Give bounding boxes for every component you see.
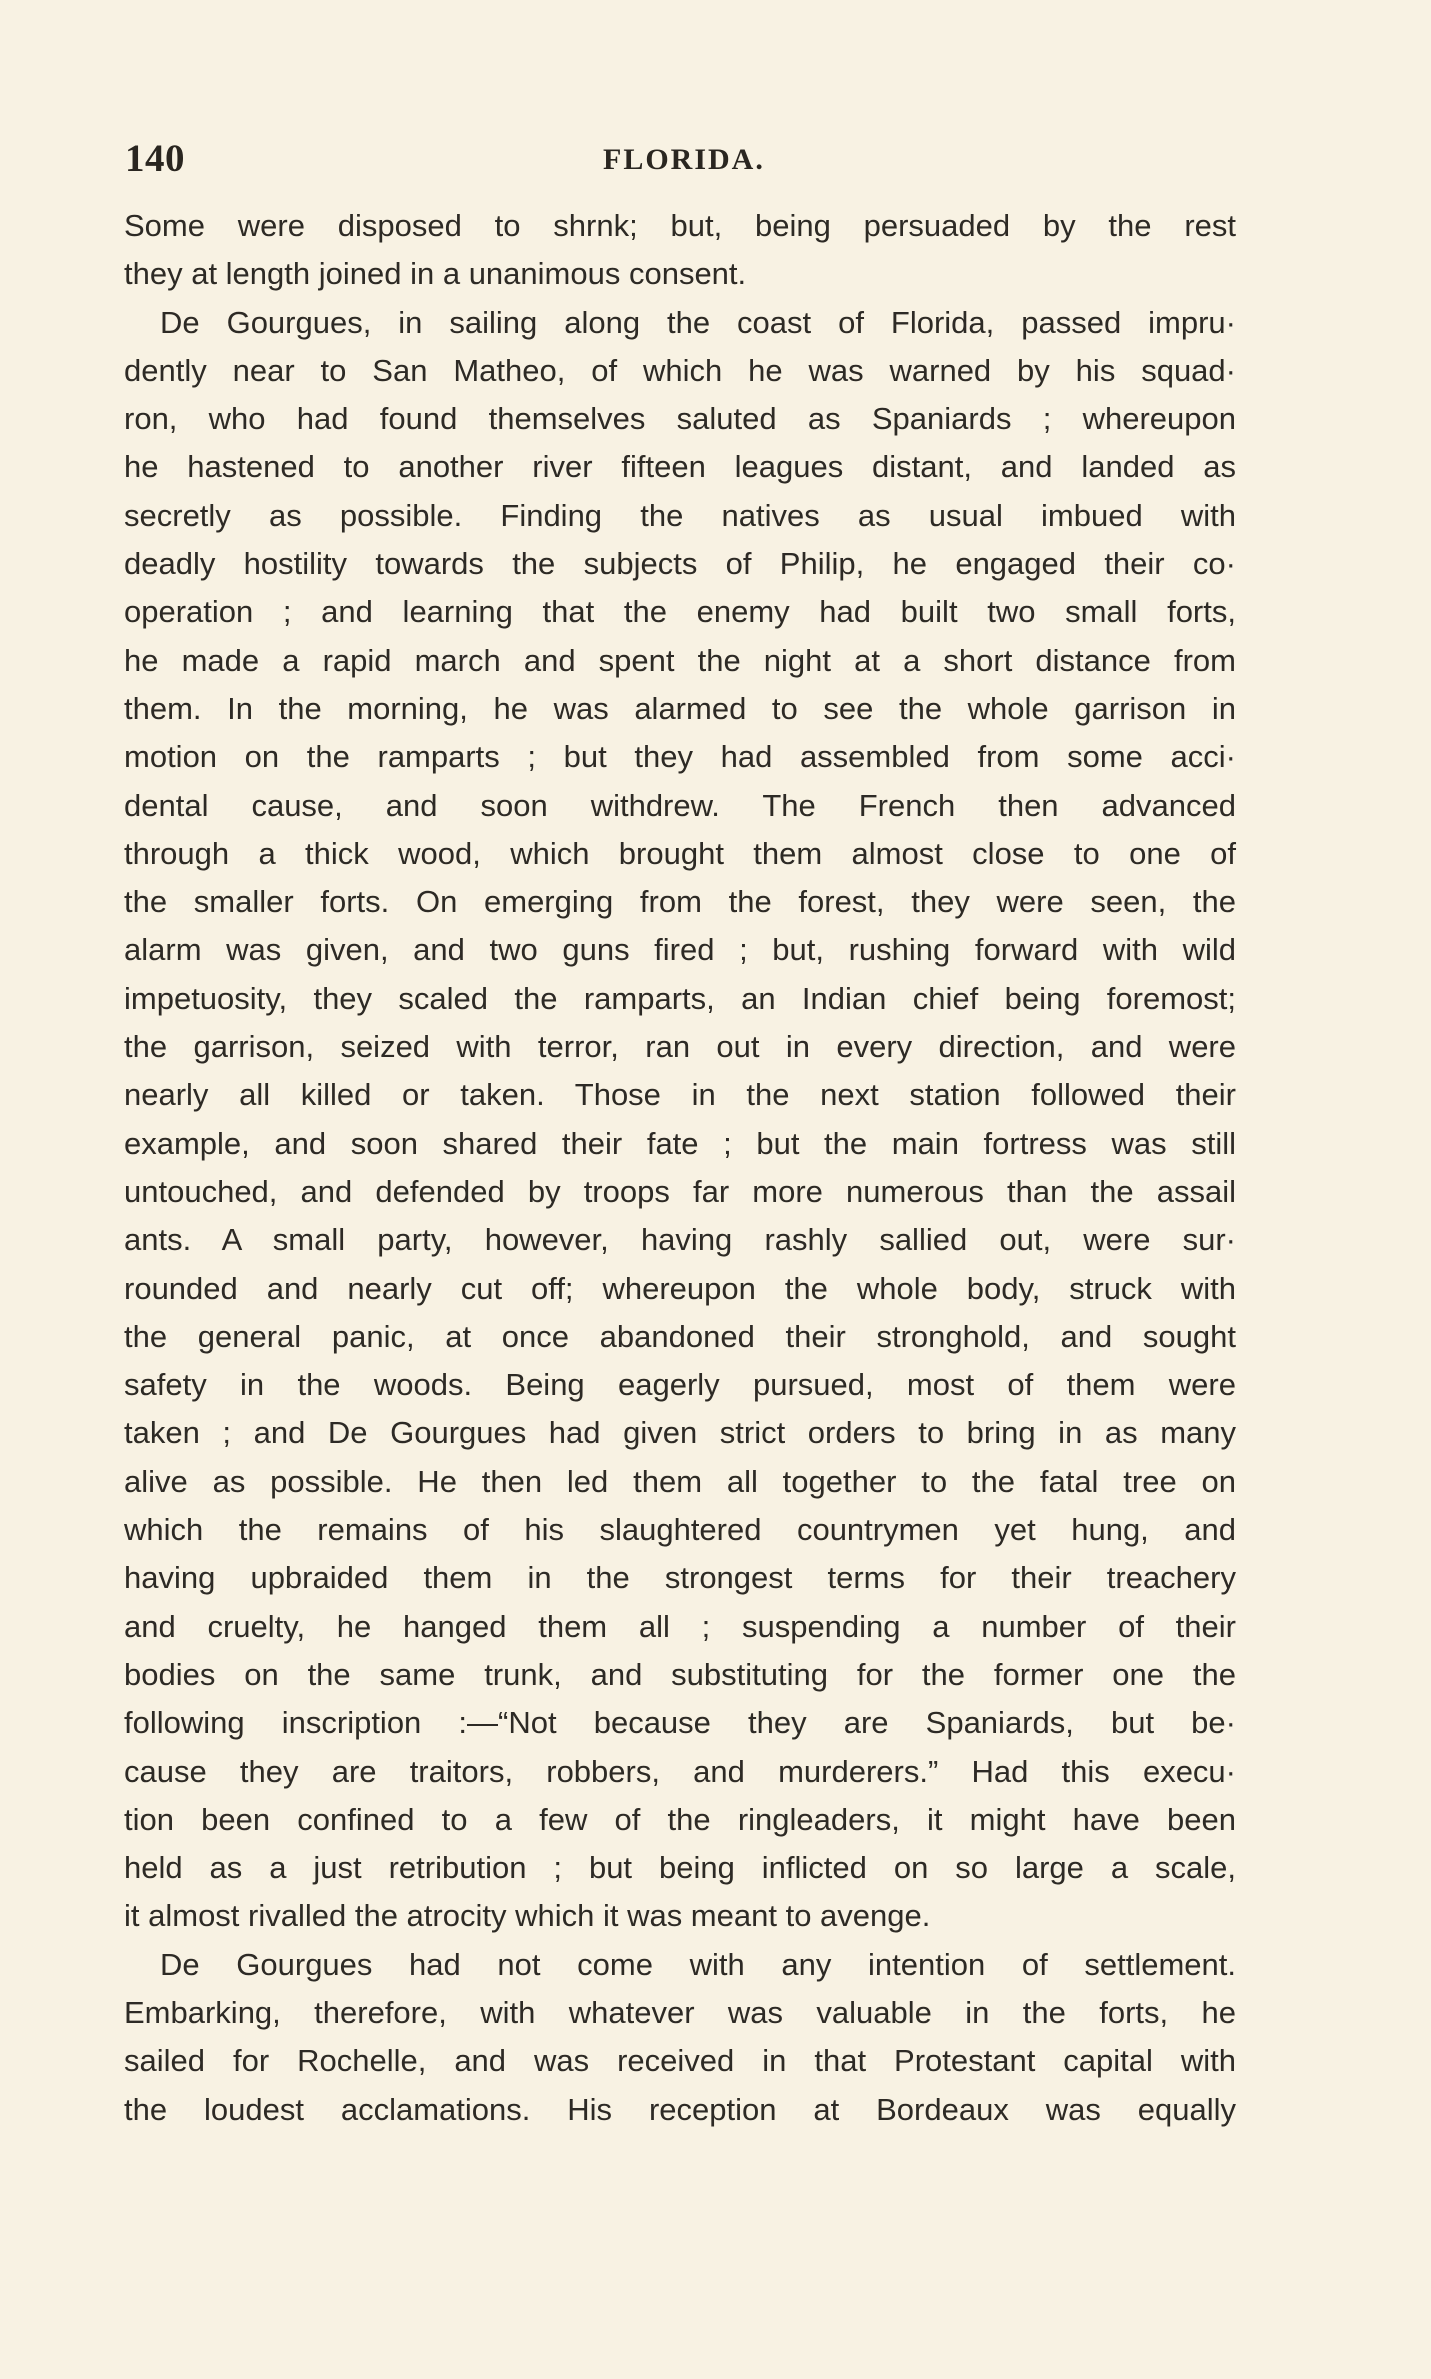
- body-line-12: motion on the ramparts ; but they had assembled from some acci·: [124, 739, 1236, 775]
- body-line-39: sailed for Rochelle, and was received in that Protestant capital with: [124, 2043, 1236, 2079]
- body-line-18: the garrison, seized with terror, ran out in every direction, and were: [124, 1029, 1236, 1065]
- body-line-26: taken ; and De Gourgues had given strict orders to bring in as many: [124, 1415, 1236, 1451]
- body-line-19: nearly all killed or taken. Those in the next station followed their: [124, 1077, 1236, 1113]
- body-line-16: alarm was given, and two guns fired ; but, rushing forward with wild: [124, 932, 1236, 968]
- body-line-33: cause they are traitors, robbers, and murderers.” Had this execu·: [124, 1753, 1236, 1789]
- body-line-36: it almost rivalled the atrocity which it was meant to avenge.: [124, 1898, 931, 1934]
- body-line-11: them. In the morning, he was alarmed to see the whole garrison in: [124, 690, 1236, 726]
- body-line-14: through a thick wood, which brought them almost close to one of: [124, 835, 1236, 871]
- body-line-7: secretly as possible. Finding the natives as usual imbued with: [124, 497, 1236, 533]
- body-line-34: tion been confined to a few of the ringleaders, it might have been: [124, 1801, 1236, 1837]
- body-line-35: held as a just retribution ; but being inflicted on so large a scale,: [124, 1850, 1236, 1886]
- body-line-2: they at length joined in a unanimous consent.: [124, 256, 747, 292]
- body-line-4: dently near to San Matheo, of which he was warned by his squad·: [124, 352, 1236, 388]
- body-line-22: ants. A small party, however, having rashly sallied out, were sur·: [124, 1222, 1236, 1258]
- body-line-5: ron, who had found themselves saluted as Spaniards ; whereupon: [124, 401, 1236, 437]
- body-line-24: the general panic, at once abandoned their stronghold, and sought: [124, 1318, 1236, 1354]
- body-line-29: having upbraided them in the strongest terms for their treachery: [124, 1560, 1236, 1596]
- body-line-25: safety in the woods. Being eagerly pursued, most of them were: [124, 1367, 1236, 1403]
- page-number: 140: [125, 137, 185, 180]
- body-line-40: the loudest acclamations. His reception at Bordeaux was equally: [124, 2091, 1236, 2127]
- body-line-31: bodies on the same trunk, and substituting for the former one the: [124, 1656, 1236, 1692]
- body-line-3: De Gourgues, in sailing along the coast of Florida, passed impru·: [160, 304, 1236, 340]
- body-line-10: he made a rapid march and spent the night at a short distance from: [124, 642, 1236, 678]
- body-line-17: impetuosity, they scaled the ramparts, an Indian chief being foremost;: [124, 980, 1236, 1016]
- body-line-6: he hastened to another river fifteen leagues distant, and landed as: [124, 449, 1236, 485]
- body-line-20: example, and soon shared their fate ; but the main fortress was still: [124, 1125, 1236, 1161]
- body-line-9: operation ; and learning that the enemy had built two small forts,: [124, 594, 1236, 630]
- body-line-27: alive as possible. He then led them all together to the fatal tree on: [124, 1463, 1236, 1499]
- body-line-37: De Gourgues had not come with any intention of settlement.: [160, 1946, 1236, 1982]
- body-line-15: the smaller forts. On emerging from the forest, they were seen, the: [124, 884, 1236, 920]
- running-head: [125, 136, 1235, 180]
- body-line-38: Embarking, therefore, with whatever was valuable in the forts, he: [124, 1994, 1236, 2030]
- body-line-30: and cruelty, he hanged them all ; suspending a number of their: [124, 1608, 1236, 1644]
- body-line-21: untouched, and defended by troops far more numerous than the assail: [124, 1173, 1236, 1209]
- body-line-1: Some were disposed to shrnk; but, being persuaded by the rest: [124, 208, 1236, 243]
- body-line-23: rounded and nearly cut off; whereupon the whole body, struck with: [124, 1270, 1236, 1306]
- body-line-32: following inscription :—“Not because they are Spaniards, but be·: [124, 1705, 1236, 1741]
- body-text: [124, 202, 1236, 2134]
- body-line-28: which the remains of his slaughtered countrymen yet hung, and: [124, 1512, 1236, 1548]
- body-line-13: dental cause, and soon withdrew. The French then advanced: [124, 787, 1236, 823]
- body-line-8: deadly hostility towards the subjects of Philip, he engaged their co·: [124, 546, 1236, 582]
- running-title: FLORIDA.: [603, 143, 765, 176]
